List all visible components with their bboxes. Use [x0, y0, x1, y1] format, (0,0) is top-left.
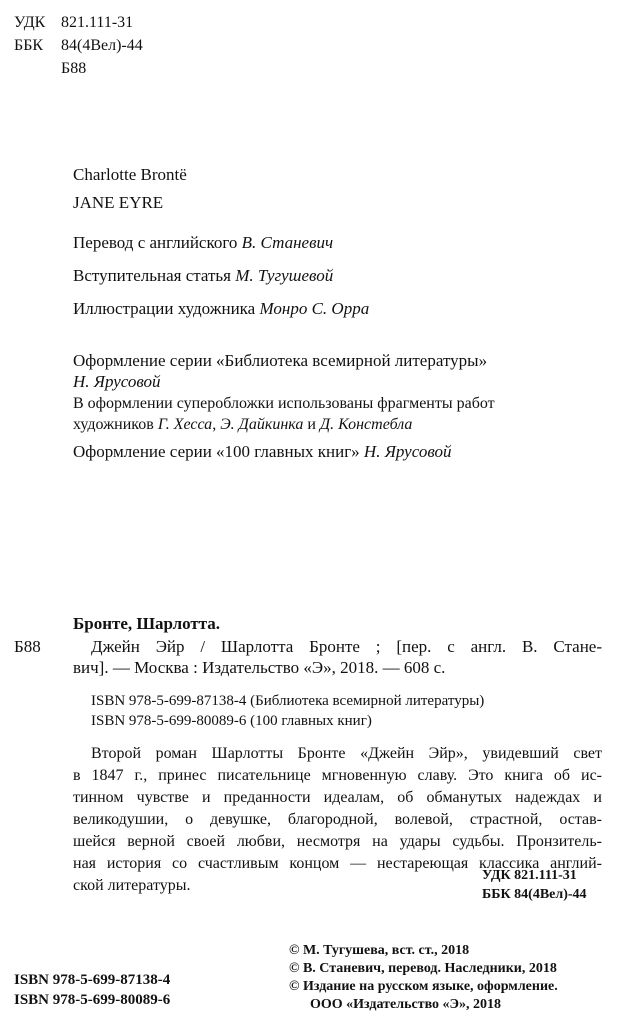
translation-label: Перевод с английского: [73, 233, 238, 252]
series-design-name: Н. Ярусовой: [73, 372, 161, 391]
catalog-isbn-1: ISBN 978-5-699-87138-4 (Библиотека всемирной литературы): [91, 693, 485, 709]
intro-credit: [73, 265, 333, 287]
cover-and: и: [307, 416, 316, 433]
series2-name: Н. Ярусовой: [363, 442, 452, 461]
annotation-line: тинном чувстве и преданности идеалам, об обманутых надеждах и: [73, 789, 602, 806]
original-author: Charlotte Brontë: [73, 165, 187, 184]
annotation-line: великодушии, о девушке, благородной, волевой, страстной, остав-: [73, 811, 602, 828]
copyright-1: © М. Тугушева, вст. ст., 2018: [289, 943, 470, 958]
copyright-2: © В. Станевич, перевод. Наследники, 2018: [289, 961, 557, 976]
udk-value: 821.111-31: [61, 14, 134, 31]
cover-credit-line2: художников Г. Хесса, Э. Дайкинка и Д. Констебла: [73, 416, 413, 433]
annotation-line: в 1847 г., принес писательнице мгновенную славу. Это книга об ис-: [73, 767, 602, 784]
catalog-author-sign: Б88: [14, 637, 41, 656]
intro-name: М. Тугушевой: [235, 266, 334, 285]
cover-credit-line1: В оформлении суперобложки использованы фрагменты работ: [73, 395, 495, 412]
intro-label: Вступительная статья: [73, 266, 231, 285]
annotation-line: ской литературы.: [73, 877, 191, 894]
bbk-value: 84(4Вел)-44: [61, 37, 143, 54]
cover-artist-2: Э. Дайкинка: [220, 416, 304, 433]
illustrations-credit: [73, 298, 369, 320]
udk-label: УДК: [14, 14, 46, 31]
catalog-udk: УДК 821.111-31: [482, 868, 577, 883]
series-design-label: Оформление серии «Библиотека всемирной литературы»: [73, 351, 488, 370]
catalog-isbn-2: ISBN 978-5-699-80089-6 (100 главных книг): [91, 713, 372, 729]
footer-isbn-1: ISBN 978-5-699-87138-4: [14, 972, 171, 988]
cover-label: художников: [73, 416, 154, 433]
annotation-line: Второй роман Шарлотты Бронте «Джейн Эйр», увидевший свет: [91, 745, 602, 762]
catalog-bbk: ББК 84(4Вел)-44: [482, 887, 587, 902]
series2-credit: [73, 441, 451, 463]
author-sign-top: Б88: [61, 60, 87, 77]
catalog-entry-line2: вич]. — Москва : Издательство «Э», 2018. — 608 с.: [73, 658, 446, 677]
original-title: JANE EYRE: [73, 193, 164, 212]
footer-isbn-2: ISBN 978-5-699-80089-6: [14, 992, 171, 1008]
series2-label: Оформление серии «100 главных книг»: [73, 442, 360, 461]
catalog-heading: Бронте, Шарлотта.: [73, 614, 221, 633]
annotation-line: шейся верной своей любви, несмотря на удары судьбы. Пронзитель-: [73, 833, 602, 850]
annotation-line: ная история со счастливым концом — нестареющая классика англий-: [73, 855, 602, 872]
cover-artist-1: Г. Хесса: [157, 416, 213, 433]
translation-credit: [73, 232, 333, 254]
catalog-entry: [91, 636, 602, 658]
illustrations-label: Иллюстрации художника: [73, 299, 256, 318]
translation-name: В. Станевич: [241, 233, 334, 252]
copyright-3: © Издание на русском языке, оформление.: [289, 979, 558, 994]
catalog-entry-line: Джейн Эйр / Шарлотта Бронте ; [пер. с англ. В. Стане-: [91, 637, 602, 656]
copyright-4: ООО «Издательство «Э», 2018: [310, 997, 502, 1012]
cover-artist-3: Д. Констебла: [319, 416, 413, 433]
illustrations-name: Монро С. Орра: [259, 299, 370, 318]
bbk-label: ББК: [14, 37, 44, 54]
